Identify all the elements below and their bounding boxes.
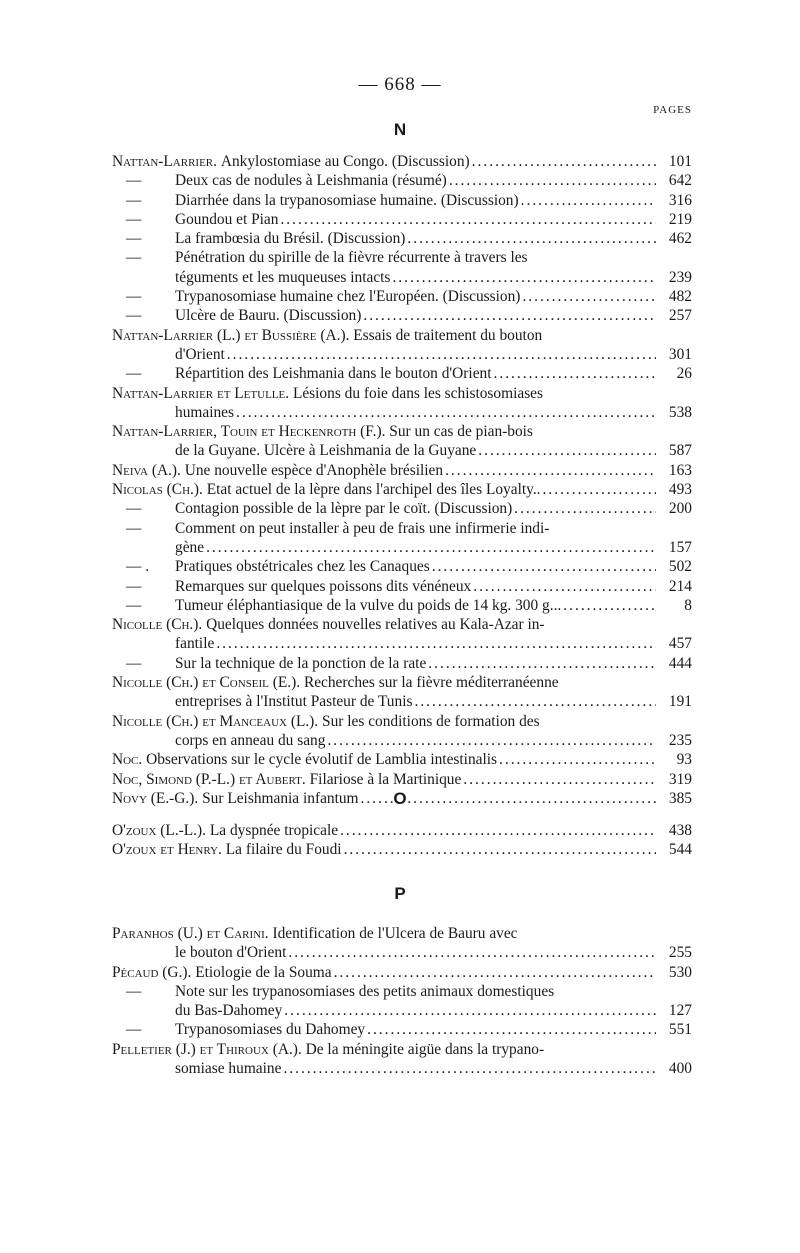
entry-title-line: somiase humaine — [175, 1060, 282, 1078]
entry-title-line: du Bas-Dahomey — [175, 1002, 283, 1020]
entry-title-line: téguments et les muqueuses intacts — [175, 268, 391, 286]
index-entry — [112, 326, 692, 365]
entry-page-number: 551 — [668, 1021, 692, 1039]
entry-title-line: Sur Leishmania infantum — [202, 789, 359, 807]
ditto-dash: — — [126, 1021, 142, 1039]
entry-page-number: 400 — [668, 1060, 692, 1078]
index-entry — [112, 519, 692, 558]
leader-dots — [473, 577, 656, 596]
entry-title-line: d'Orient — [175, 345, 225, 363]
entry-page-number: 235 — [668, 731, 692, 749]
entry-page-number: 493 — [668, 481, 692, 499]
index-entry — [112, 306, 692, 325]
entry-author: Paranhos (U.) et Carini. — [112, 925, 269, 942]
index-entry — [112, 750, 692, 769]
entry-title-line: Quelques données nouvelles relatives au Kala-Azar in- — [206, 616, 545, 634]
index-entry — [112, 577, 692, 596]
ditto-dash: — — [126, 654, 142, 672]
entry-author: Noc. — [112, 751, 143, 769]
leader-dots — [288, 943, 656, 962]
index-entry — [112, 963, 692, 982]
leader-dots — [284, 1001, 656, 1020]
entry-title-line: La filaire du Foudi — [225, 841, 342, 859]
entry-author: Nattan-Larrier. — [112, 153, 217, 170]
index-entry — [112, 821, 692, 840]
index-entry — [112, 982, 692, 1021]
entry-title-line: Note sur les trypanosomiases des petits animaux domestiques — [175, 982, 555, 1000]
leader-dots — [563, 596, 656, 615]
entry-title-line: Répartition des Leishmania dans le bouton d'Orient — [175, 365, 492, 383]
entry-page-number: 255 — [668, 944, 692, 962]
leader-dots — [472, 152, 656, 171]
entry-page-number: 101 — [668, 153, 692, 170]
leader-dots — [414, 692, 656, 711]
entry-author: Nattan-Larrier, Touin et Heckenroth (F.). — [112, 423, 386, 441]
page-number: — 668 — — [358, 74, 442, 95]
entry-title-line: Remarques sur quelques poissons dits vénéneux — [175, 577, 472, 595]
entry-page-number: 157 — [668, 538, 692, 556]
leader-dots — [340, 821, 656, 840]
index-entry — [112, 287, 692, 306]
section-letter-n: N — [393, 120, 407, 139]
leader-dots — [449, 171, 656, 190]
entry-title-line: de la Guyane. Ulcère à Leishmania de la Guyane — [175, 442, 477, 460]
ditto-dash: — — [126, 191, 142, 209]
entry-page-number: 457 — [668, 635, 692, 653]
entry-page-number: 544 — [668, 841, 692, 859]
index-section-p — [112, 924, 692, 1078]
entry-page-number: 219 — [668, 210, 692, 228]
ditto-dash: — — [126, 500, 142, 518]
entry-page-number: 127 — [668, 1002, 692, 1020]
entry-author: Nattan-Larrier (L.) et Bussière (A.). — [112, 326, 350, 344]
entry-title-line: Filariose à la Martinique — [309, 770, 462, 788]
ditto-dash: — — [126, 596, 142, 614]
entry-title-line: humaines — [175, 403, 234, 421]
index-entry — [112, 480, 692, 499]
ditto-dash: — — [126, 982, 142, 1000]
entry-title-line: Sur la technique de la ponction de la rate — [175, 654, 427, 672]
entry-title-line: Ulcère de Bauru. (Discussion) — [175, 307, 362, 325]
entry-page-number: 538 — [668, 403, 692, 421]
entry-title-line: Recherches sur la fièvre méditerranéenne — [303, 674, 559, 692]
section-letter-o: O — [393, 789, 407, 808]
index-entry — [112, 422, 692, 461]
entry-title-line: Ankylostomiase au Congo. (Discussion) — [220, 153, 470, 170]
entry-page-number: 8 — [684, 596, 692, 614]
entry-page-number: 444 — [668, 654, 692, 672]
leader-dots — [363, 306, 656, 325]
entry-author: Noc, Simond (P.-L.) et Aubert. — [112, 770, 306, 788]
entry-title-line: Lésions du foie dans les schistosomiases — [292, 384, 544, 402]
entry-title-line: Identification de l'Ulcera de Bauru avec — [272, 925, 518, 942]
leader-dots — [334, 963, 656, 982]
index-entry — [112, 615, 692, 654]
ditto-dash: — — [126, 288, 142, 306]
entry-title-line: Pratiques obstétricales chez les Canaques — [175, 558, 430, 576]
leader-dots — [543, 480, 656, 499]
entry-title-line: le bouton d'Orient — [175, 944, 287, 962]
leader-dots — [280, 210, 656, 229]
entry-author: Pécaud (G.). — [112, 963, 192, 981]
entry-page-number: 257 — [668, 307, 692, 325]
leader-dots — [227, 345, 656, 364]
index-entry — [112, 1040, 692, 1079]
index-entry — [112, 248, 692, 287]
ditto-dash: — — [126, 249, 142, 267]
leader-dots — [478, 441, 656, 460]
leader-dots — [367, 1020, 656, 1039]
index-entry — [112, 654, 692, 673]
entry-title-line: Etat actuel de la lèpre dans l'archipel des îles Loyalty.. — [206, 481, 541, 499]
entry-title-line: La dyspnée tropicale — [209, 822, 339, 839]
index-entry — [112, 191, 692, 210]
entry-title-line: Comment on peut installer à peu de frais une infirmerie indi- — [175, 519, 550, 537]
index-entry — [112, 461, 692, 480]
leader-dots — [499, 750, 656, 769]
entry-page-number: 438 — [668, 822, 692, 839]
leader-dots — [522, 287, 656, 306]
ditto-dash: — — [126, 519, 142, 537]
entry-author: Nicolle (Ch.) et Conseil (E.). — [112, 674, 301, 692]
index-entry — [112, 924, 692, 963]
entry-page-number: 93 — [676, 751, 692, 769]
leader-dots — [327, 731, 656, 750]
ditto-dash: — — [126, 210, 142, 228]
entry-title-line: Sur les conditions de formation des — [322, 712, 540, 730]
leader-dots — [514, 499, 656, 518]
leader-dots — [344, 840, 656, 859]
entry-title-line: Trypanosomiases du Dahomey — [175, 1021, 366, 1039]
entry-page-number: 316 — [668, 191, 692, 209]
index-entry — [112, 499, 692, 518]
leader-dots — [216, 634, 656, 653]
entry-page-number: 462 — [668, 230, 692, 248]
entry-title-line: Contagion possible de la lèpre par le coït. (Discussion) — [175, 500, 513, 518]
index-entry — [112, 1020, 692, 1039]
ditto-dash: — — [126, 172, 142, 190]
entry-page-number: 530 — [668, 963, 692, 981]
index-entry — [112, 364, 692, 383]
entry-author: Nicolle (Ch.). — [112, 616, 203, 634]
entry-title-line: corps en anneau du sang — [175, 731, 326, 749]
entry-page-number: 502 — [668, 558, 692, 576]
entry-title-line: Une nouvelle espèce d'Anophèle brésilien — [184, 461, 444, 479]
leader-dots — [428, 654, 656, 673]
entry-title-line: Essais de traitement du bouton — [353, 326, 543, 344]
index-entry — [112, 152, 692, 171]
section-letter-p: P — [394, 884, 406, 903]
ditto-dash: — — [126, 230, 142, 248]
leader-dots — [236, 403, 656, 422]
entry-author: Nicolas (Ch.). — [112, 481, 203, 499]
entry-title-line: Trypanosomiase humaine chez l'Européen. (Discussion) — [175, 288, 521, 306]
entry-author: Nicolle (Ch.) et Manceaux (L.). — [112, 712, 319, 730]
entry-page-number: 200 — [668, 500, 692, 518]
index-entry — [112, 210, 692, 229]
entry-title-line: Deux cas de nodules à Leishmania (résumé) — [175, 172, 447, 190]
ditto-dash: — — [126, 577, 142, 595]
leader-dots — [407, 229, 656, 248]
entry-title-line: entreprises à l'Institut Pasteur de Tunis — [175, 693, 413, 711]
index-entry — [112, 384, 692, 423]
entry-page-number: 301 — [668, 345, 692, 363]
index-section-n — [112, 152, 692, 808]
ditto-dash: — — [126, 307, 142, 325]
entry-page-number: 163 — [668, 461, 692, 479]
entry-page-number: 319 — [668, 770, 692, 788]
index-section-o — [112, 821, 692, 860]
entry-page-number: 587 — [668, 442, 692, 460]
entry-author: Nattan-Larrier et Letulle. — [112, 384, 290, 402]
leader-dots — [521, 191, 656, 210]
index-entry — [112, 557, 692, 576]
index-entry — [112, 840, 692, 859]
entry-page-number: 642 — [668, 172, 692, 190]
pages-column-label: PAGES — [653, 104, 692, 116]
entry-title-line: Observations sur le cycle évolutif de Lamblia intestinalis — [146, 751, 498, 769]
entry-page-number: 191 — [668, 693, 692, 711]
leader-dots — [445, 461, 656, 480]
index-entry — [112, 596, 692, 615]
leader-dots — [432, 557, 656, 576]
entry-title-line: Pénétration du spirille de la fièvre récurrente à travers les — [175, 249, 528, 267]
entry-title-line: gène — [175, 538, 205, 556]
entry-page-number: 239 — [668, 268, 692, 286]
entry-page-number: 214 — [668, 577, 692, 595]
entry-page-number: 482 — [668, 288, 692, 306]
index-entry — [112, 712, 692, 751]
entry-page-number: 385 — [668, 789, 692, 807]
ditto-dash: — — [126, 365, 142, 383]
index-entry — [112, 229, 692, 248]
entry-title-line: La frambœsia du Brésil. (Discussion) — [175, 230, 406, 248]
entry-title-line: Diarrhée dans la trypanosomiase humaine. (Discussion) — [175, 191, 519, 209]
entry-page-number: 26 — [676, 365, 692, 383]
entry-author: O'zoux (L.-L.). — [112, 822, 207, 839]
index-entry — [112, 770, 692, 789]
index-entry — [112, 673, 692, 712]
leader-dots — [206, 538, 656, 557]
leader-dots — [392, 268, 656, 287]
entry-title-line: Sur un cas de pian-bois — [389, 423, 533, 441]
entry-author: Pelletier (J.) et Thiroux (A.). — [112, 1040, 302, 1058]
entry-title-line: Tumeur éléphantiasique de la vulve du poids de 14 kg. 300 g... — [175, 596, 562, 614]
entry-author: Novy (E.-G.). — [112, 789, 199, 807]
index-entry — [112, 171, 692, 190]
entry-author: Neiva (A.). — [112, 461, 181, 479]
entry-title-line: fantile — [175, 635, 215, 653]
entry-title-line: Goundou et Pian — [175, 210, 279, 228]
ditto-dash: — . — [126, 558, 150, 576]
leader-dots — [463, 770, 656, 789]
entry-author: O'zoux et Henry. — [112, 841, 222, 859]
leader-dots — [494, 364, 657, 383]
entry-title-line: Etiologie de la Souma — [195, 963, 332, 981]
leader-dots — [283, 1059, 656, 1078]
entry-title-line: De la méningite aigüe dans la trypano- — [305, 1040, 545, 1058]
